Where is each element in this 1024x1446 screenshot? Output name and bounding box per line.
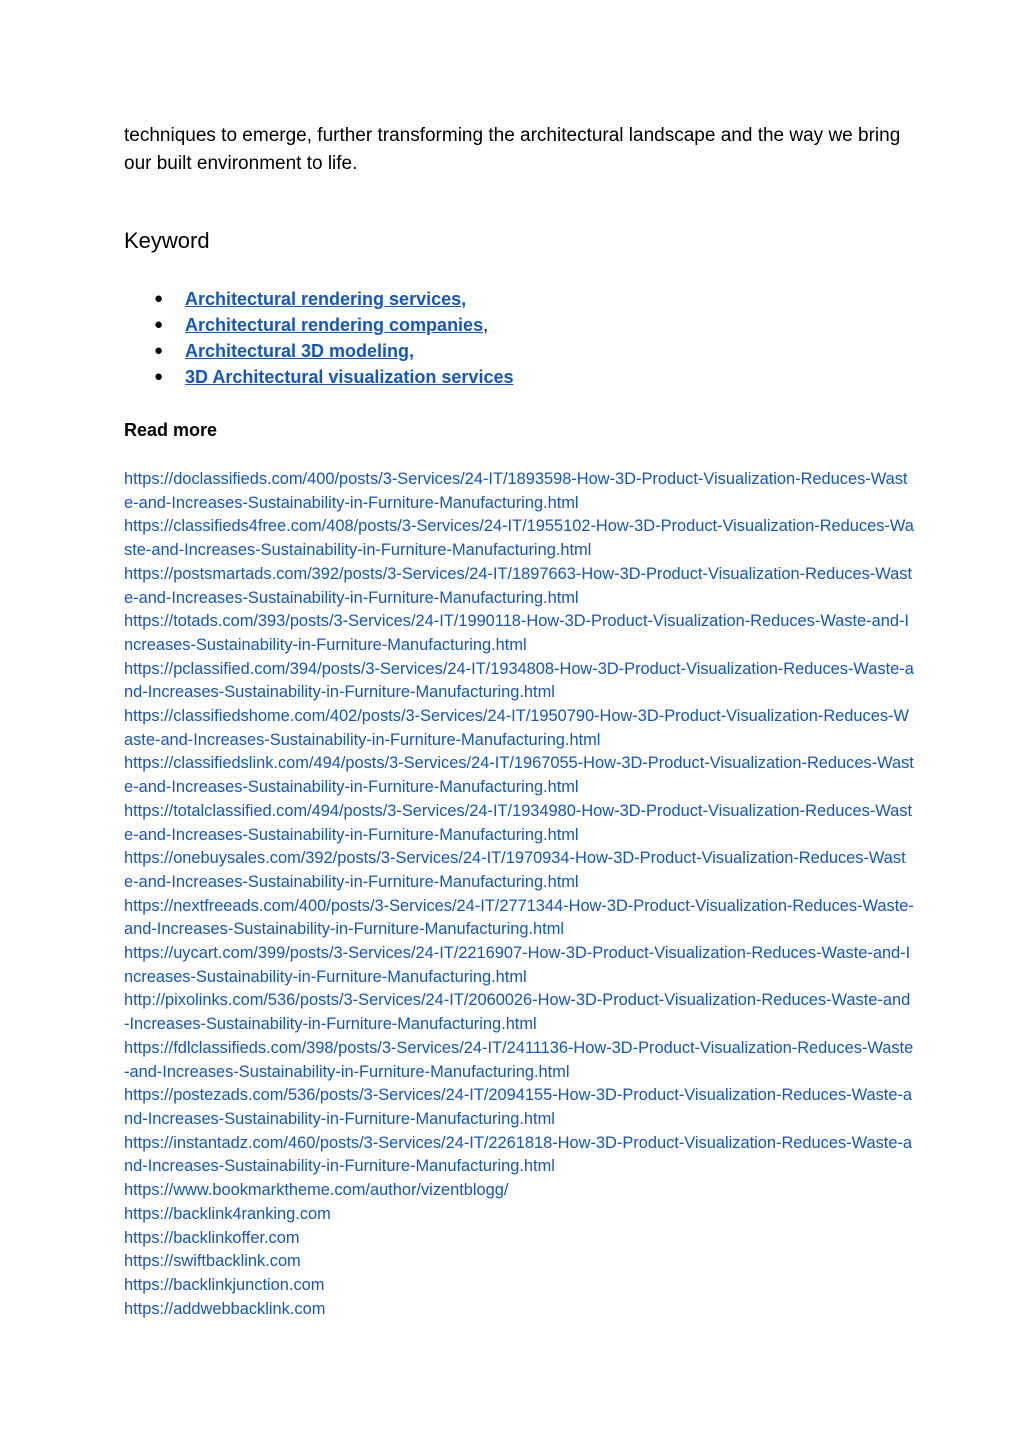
read-more-link-list [124,468,914,1321]
keyword-link-visualization-services[interactable]: 3D Architectural visualization services [185,367,514,387]
intro-paragraph: techniques to emerge, further transforming the architectural landscape and the way we bring our built environment to life. [124,125,901,174]
read-more-link[interactable]: https://classifieds4free.com/408/posts/3-Services/24-IT/1955102-How-3D-Product-Visualization-Reduces-Waste-and-Increases-Sustainability-in-Furniture-Manufacturing.html [124,517,914,560]
read-more-link[interactable]: https://backlink4ranking.com [124,1204,331,1223]
keyword-item [124,338,513,364]
keyword-link-rendering-services[interactable]: Architectural rendering services, [185,289,467,309]
read-more-link[interactable]: https://swiftbacklink.com [124,1252,301,1271]
keyword-link-rendering-companies[interactable]: Architectural rendering companies [185,315,484,335]
bullet-icon: ● [154,342,164,359]
keyword-link-3d-modeling[interactable]: Architectural 3D modeling, [185,341,415,361]
read-more-link[interactable]: https://nextfreeads.com/400/posts/3-Services/24-IT/2771344-How-3D-Product-Visualization-Reduces-Waste-and-Increases-Sustainability-in-Furniture-Manufacturing.html [124,896,914,939]
keyword-heading: Keyword [124,228,210,253]
read-more-link[interactable]: https://postsmartads.com/392/posts/3-Services/24-IT/1897663-How-3D-Product-Visualization-Reduces-Waste-and-Increases-Sustainability-in-Furniture-Manufacturing.html [124,564,912,607]
read-more-link[interactable]: https://classifiedslink.com/494/posts/3-Services/24-IT/1967055-How-3D-Product-Visualization-Reduces-Waste-and-Increases-Sustainability-in-Furniture-Manufacturing.html [124,754,914,797]
read-more-link[interactable]: https://backlinkjunction.com [124,1275,325,1294]
read-more-link[interactable]: https://pclassified.com/394/posts/3-Services/24-IT/1934808-How-3D-Product-Visualization-Reduces-Waste-and-Increases-Sustainability-in-Furniture-Manufacturing.html [124,659,914,702]
keyword-item [124,286,513,312]
read-more-link[interactable]: https://addwebbacklink.com [124,1299,326,1318]
read-more-link[interactable]: https://www.bookmarktheme.com/author/vizentblogg/ [124,1181,509,1200]
read-more-heading: Read more [124,420,218,440]
keyword-item [124,312,513,338]
read-more-link[interactable]: https://onebuysales.com/392/posts/3-Services/24-IT/1970934-How-3D-Product-Visualization-Reduces-Waste-and-Increases-Sustainability-in-Furniture-Manufacturing.html [124,849,906,891]
read-more-link[interactable]: https://fdlclassifieds.com/398/posts/3-Services/24-IT/2411136-How-3D-Product-Visualization-Reduces-Waste-and-Increases-Sustainability-in-Furniture-Manufacturing.html [124,1038,914,1081]
bullet-icon: ● [154,368,164,385]
bullet-icon: ● [154,290,164,307]
bullet-icon: ● [154,316,164,333]
read-more-link[interactable]: https://doclassifieds.com/400/posts/3-Services/24-IT/1893598-How-3D-Product-Visualization-Reduces-Waste-and-Increases-Sustainability-in-Furniture-Manufacturing.html [124,470,908,512]
read-more-link[interactable]: https://uycart.com/399/posts/3-Services/24-IT/2216907-How-3D-Product-Visualization-Reduces-Waste-and-Increases-Sustainability-in-Furniture-Manufacturing.html [124,944,911,986]
keyword-suffix: , [483,315,489,335]
read-more-link[interactable]: https://totads.com/393/posts/3-Services/24-IT/1990118-How-3D-Product-Visualization-Reduces-Waste-and-Increases-Sustainability-in-Furniture-Manufacturing.html [124,612,909,654]
read-more-link[interactable]: http://pixolinks.com/536/posts/3-Services/24-IT/2060026-How-3D-Product-Visualization-Reduces-Waste-and-Increases-Sustainability-in-Furniture-Manufacturing.html [124,991,911,1034]
read-more-link[interactable]: https://backlinkoffer.com [124,1228,300,1247]
read-more-link[interactable]: https://totalclassified.com/494/posts/3-Services/24-IT/1934980-How-3D-Product-Visualization-Reduces-Waste-and-Increases-Sustainability-in-Furniture-Manufacturing.html [124,801,913,844]
keyword-item [124,364,513,390]
read-more-link[interactable]: https://classifiedshome.com/402/posts/3-Services/24-IT/1950790-How-3D-Product-Visualization-Reduces-Waste-and-Increases-Sustainability-in-Furniture-Manufacturing.html [124,707,909,749]
read-more-link[interactable]: https://postezads.com/536/posts/3-Services/24-IT/2094155-How-3D-Product-Visualization-Reduces-Waste-and-Increases-Sustainability-in-Furniture-Manufacturing.html [124,1086,913,1128]
keyword-list [124,286,513,390]
read-more-link[interactable]: https://instantadz.com/460/posts/3-Services/24-IT/2261818-How-3D-Product-Visualization-Reduces-Waste-and-Increases-Sustainability-in-Furniture-Manufacturing.html [124,1133,913,1176]
